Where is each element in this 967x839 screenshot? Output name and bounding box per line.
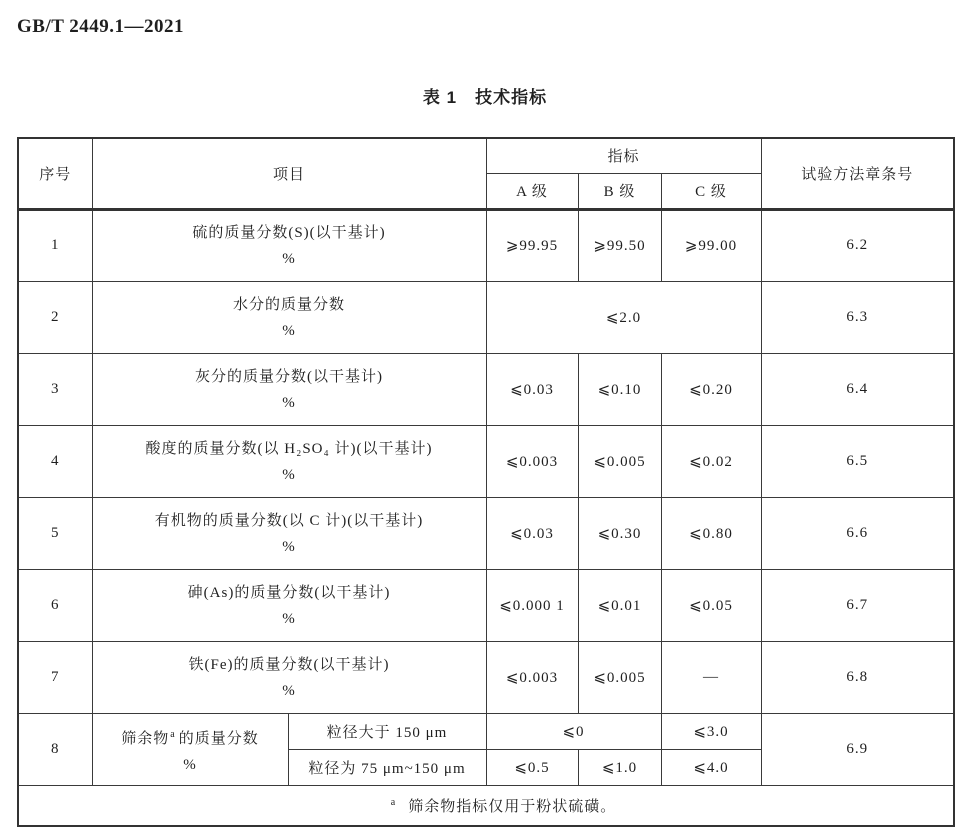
grade-a-value: ⩽0.5 (486, 749, 578, 785)
grade-c-value: — (661, 641, 761, 713)
footnote-marker-sup: a (170, 729, 175, 740)
grade-a-value: ⩽0.03 (486, 497, 578, 569)
footnote-text: 筛余物指标仅用于粉状硫磺。 (408, 798, 617, 815)
grade-c-value: ⩽4.0 (661, 749, 761, 785)
grade-c-value: ⩾99.00 (661, 209, 761, 281)
grade-c-value: ⩽0.02 (661, 425, 761, 497)
table-row (18, 353, 954, 425)
grade-a-value: ⩽0.003 (486, 425, 578, 497)
item-name: 砷(As)的质量分数(以干基计) (187, 584, 391, 601)
table-row (18, 641, 954, 713)
grade-a-value: ⩾99.95 (486, 209, 578, 281)
row-no: 7 (18, 641, 92, 713)
item-name: 硫的质量分数(S)(以干基计) (192, 225, 386, 241)
method-value: 6.3 (761, 281, 954, 353)
method-value: 6.4 (761, 353, 954, 425)
row-no: 5 (18, 497, 92, 569)
item-unit: % (282, 394, 296, 411)
item-cell (92, 497, 486, 569)
particle-size-condition: 粒径为 75 μm~150 μm (288, 749, 486, 785)
item-name: 筛余物$^a$ 的质量分数 (121, 729, 259, 747)
method-value: 6.5 (761, 425, 954, 497)
item-cell-sieve-residue (92, 713, 288, 785)
row-no: 4 (18, 425, 92, 497)
table-row (18, 425, 954, 497)
grade-b-value: ⩾99.50 (578, 209, 661, 281)
item-cell (92, 353, 486, 425)
header-row-top (18, 138, 954, 173)
table-row (18, 209, 954, 281)
item-unit: % (282, 538, 296, 555)
item-cell (92, 209, 486, 281)
grade-a-value: ⩽0.000 1 (486, 569, 578, 641)
row-no: 1 (18, 209, 92, 281)
grade-b-value: ⩽1.0 (578, 749, 661, 785)
header-grade-b: B 级 (578, 173, 661, 209)
item-cell (92, 569, 486, 641)
grade-a-value: ⩽0.03 (486, 353, 578, 425)
header-grade-a: A 级 (486, 173, 578, 209)
grade-b-value: ⩽0.30 (578, 497, 661, 569)
item-name: 水分的质量分数 (233, 296, 346, 313)
item-unit: % (183, 757, 197, 773)
grade-a-value: ⩽0.003 (486, 641, 578, 713)
doc-number: GB/T 2449.1—2021 (17, 16, 185, 37)
item-cell (92, 641, 486, 713)
header-item: 项目 (92, 138, 486, 209)
item-cell (92, 281, 486, 353)
grade-c-value: ⩽3.0 (661, 713, 761, 749)
row-no: 3 (18, 353, 92, 425)
header-indicator: 指标 (486, 138, 761, 173)
method-value: 6.8 (761, 641, 954, 713)
grade-c-value: ⩽0.05 (661, 569, 761, 641)
item-unit: % (282, 251, 296, 267)
spec-table (17, 137, 955, 827)
item-name: 灰分的质量分数(以干基计) (195, 368, 383, 385)
item-unit: % (282, 682, 296, 699)
item-unit: % (282, 322, 296, 339)
method-value: 6.2 (761, 209, 954, 281)
grade-b-value: ⩽0.01 (578, 569, 661, 641)
row-no: 6 (18, 569, 92, 641)
table-row (18, 497, 954, 569)
row-no: 2 (18, 281, 92, 353)
table-row (18, 281, 954, 353)
item-unit: % (282, 610, 296, 627)
footnote-marker: a (390, 796, 396, 808)
item-name: 酸度的质量分数(以 H₂SO₄ 计)(以干基计) (145, 440, 433, 457)
header-no: 序号 (18, 138, 92, 209)
grade-b-value: ⩽0.10 (578, 353, 661, 425)
item-name: 有机物的质量分数(以 C 计)(以干基计) (154, 512, 424, 529)
table-caption: 表 1 技术指标 (422, 88, 548, 107)
method-value: 6.7 (761, 569, 954, 641)
method-value: 6.6 (761, 497, 954, 569)
grade-b-value: ⩽0.005 (578, 641, 661, 713)
item-cell (92, 425, 486, 497)
footnote-row (18, 785, 954, 826)
header-method: 试验方法章条号 (761, 138, 954, 209)
grade-abc-value: ⩽2.0 (486, 281, 761, 353)
grade-c-value: ⩽0.80 (661, 497, 761, 569)
table-row (18, 569, 954, 641)
header-grade-c: C 级 (661, 173, 761, 209)
footnote (18, 785, 954, 826)
table-row-8-sub1 (18, 713, 954, 749)
row-no: 8 (18, 713, 92, 785)
item-name: 铁(Fe)的质量分数(以干基计) (188, 656, 390, 673)
grade-b-value: ⩽0.005 (578, 425, 661, 497)
item-unit: % (282, 466, 296, 483)
method-value: 6.9 (761, 713, 954, 785)
grade-c-value: ⩽0.20 (661, 353, 761, 425)
grade-ab-value: ⩽0 (486, 713, 661, 749)
particle-size-condition: 粒径大于 150 μm (288, 713, 486, 749)
